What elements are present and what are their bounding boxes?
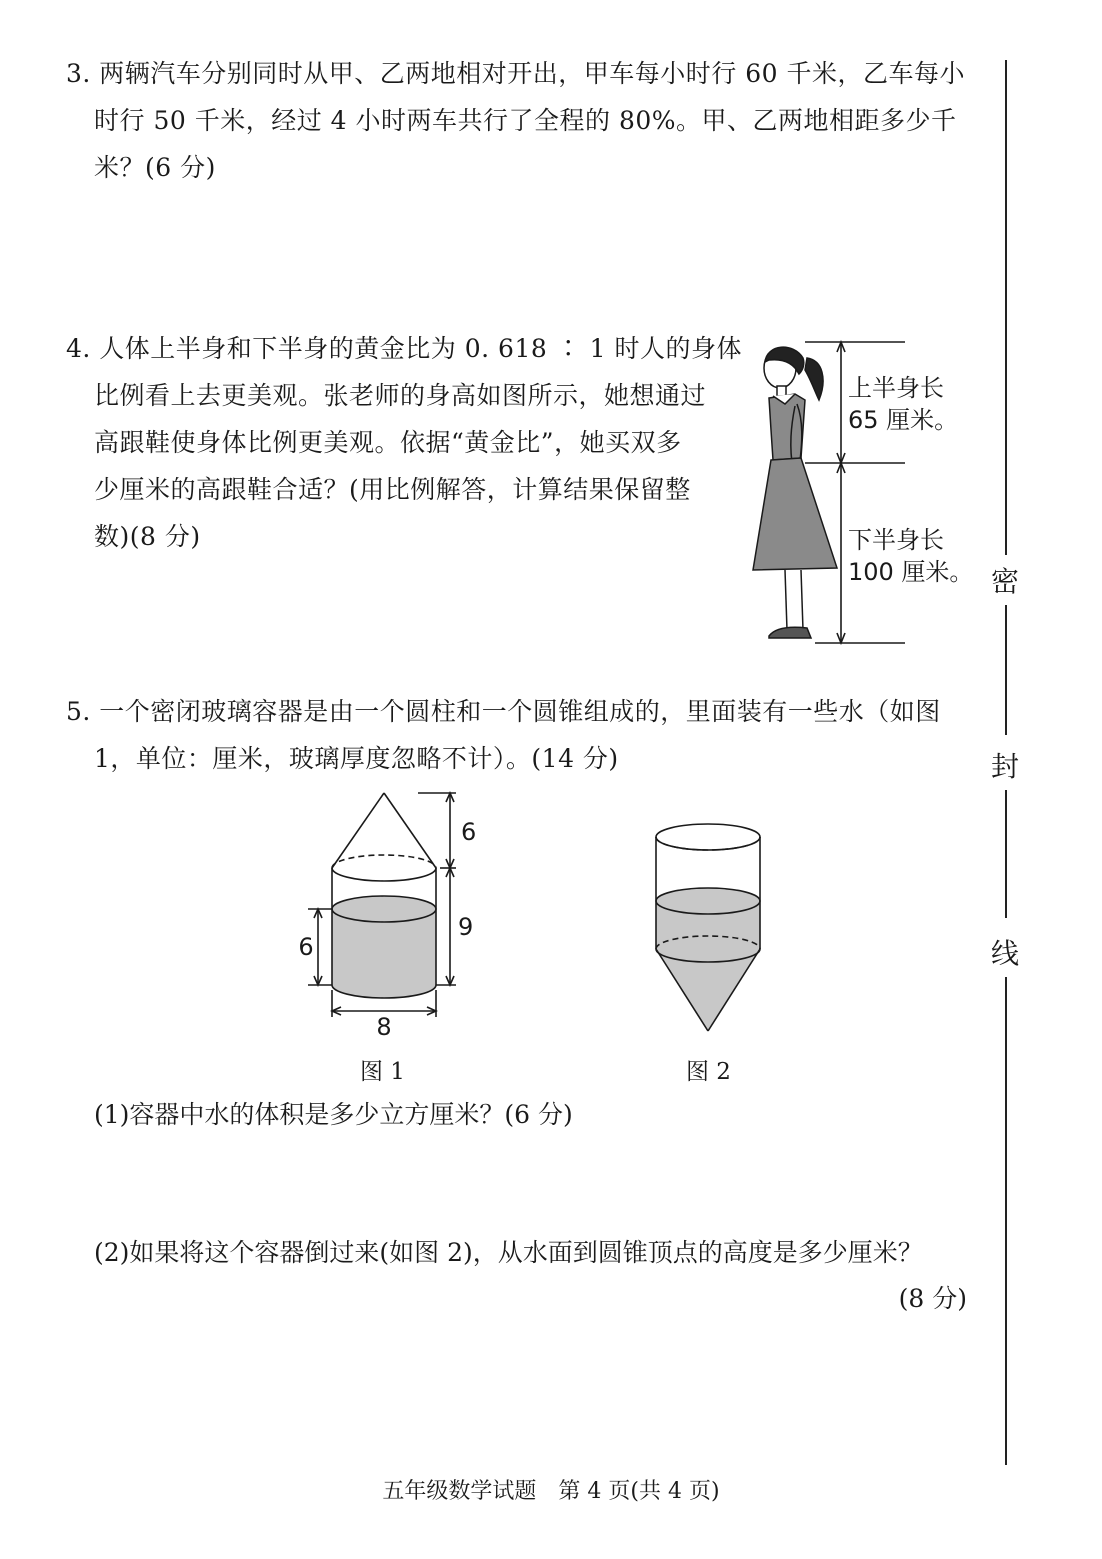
seal-line-segment	[1005, 977, 1007, 1465]
question-4-line-4: 少厘米的高跟鞋合适？(用比例解答，计算结果保留整	[94, 475, 691, 504]
diameter-label: 8	[376, 1013, 392, 1041]
lower-body-label-1: 下半身长	[848, 526, 944, 554]
question-5	[66, 688, 966, 782]
girl-icon	[753, 347, 837, 638]
page-footer: 五年级数学试题 第 4 页(共 4 页)	[382, 1479, 720, 1504]
question-3	[66, 50, 966, 191]
question-5-sub-2: (2)如果将这个容器倒过来(如图 2)，从水面到圆锥顶点的高度是多少厘米？	[94, 1238, 923, 1267]
lower-body-label-2: 100 厘米。	[848, 558, 974, 586]
seal-line-segment	[1005, 790, 1007, 918]
seal-line-segment	[1005, 605, 1007, 735]
seal-char-xian: 线	[990, 937, 1019, 970]
figure-2-container	[640, 815, 780, 1040]
upper-body-label-2: 65 厘米。	[848, 406, 959, 434]
question-4	[66, 325, 746, 560]
girl-height-figure	[745, 330, 985, 650]
question-4-line-1: 4. 人体上半身和下半身的黄金比为 0. 618 ∶ 1 时人的身体	[66, 334, 743, 363]
question-5-sub-2-score: (8 分)	[898, 1284, 967, 1313]
question-3-line-1: 3. 两辆汽车分别同时从甲、乙两地相对开出，甲车每小时行 60 千米，乙车每小	[66, 59, 966, 88]
figure-2-caption: 图 2	[686, 1059, 731, 1085]
question-5-line-2: 1，单位：厘米，玻璃厚度忽略不计）。(14 分)	[94, 744, 619, 773]
water-height-label: 6	[298, 933, 314, 961]
seal-char-feng: 封	[990, 750, 1019, 783]
question-3-line-2: 时行 50 千米，经过 4 小时两车共行了全程的 80%。甲、乙两地相距多少千	[94, 106, 957, 135]
cone-height-label: 6	[461, 818, 477, 846]
question-5-line-1: 5. 一个密闭玻璃容器是由一个圆柱和一个圆锥组成的，里面装有一些水（如图	[66, 697, 941, 726]
cylinder-height-label: 9	[458, 913, 474, 941]
seal-char-mi: 密	[990, 565, 1019, 598]
seal-line-segment	[1005, 60, 1007, 555]
figure-1-container	[290, 785, 490, 1045]
question-5-sub-1: (1)容器中水的体积是多少立方厘米？(6 分)	[94, 1100, 573, 1129]
question-3-line-3: 米？(6 分)	[94, 153, 216, 182]
question-4-line-5: 数)(8 分)	[94, 522, 201, 551]
question-4-line-3: 高跟鞋使身体比例更美观。依据“黄金比”，她买双多	[94, 428, 682, 457]
upper-body-label-1: 上半身长	[848, 374, 944, 402]
question-4-line-2: 比例看上去更美观。张老师的身高如图所示，她想通过	[94, 381, 707, 410]
figure-1-caption: 图 1	[360, 1059, 405, 1085]
